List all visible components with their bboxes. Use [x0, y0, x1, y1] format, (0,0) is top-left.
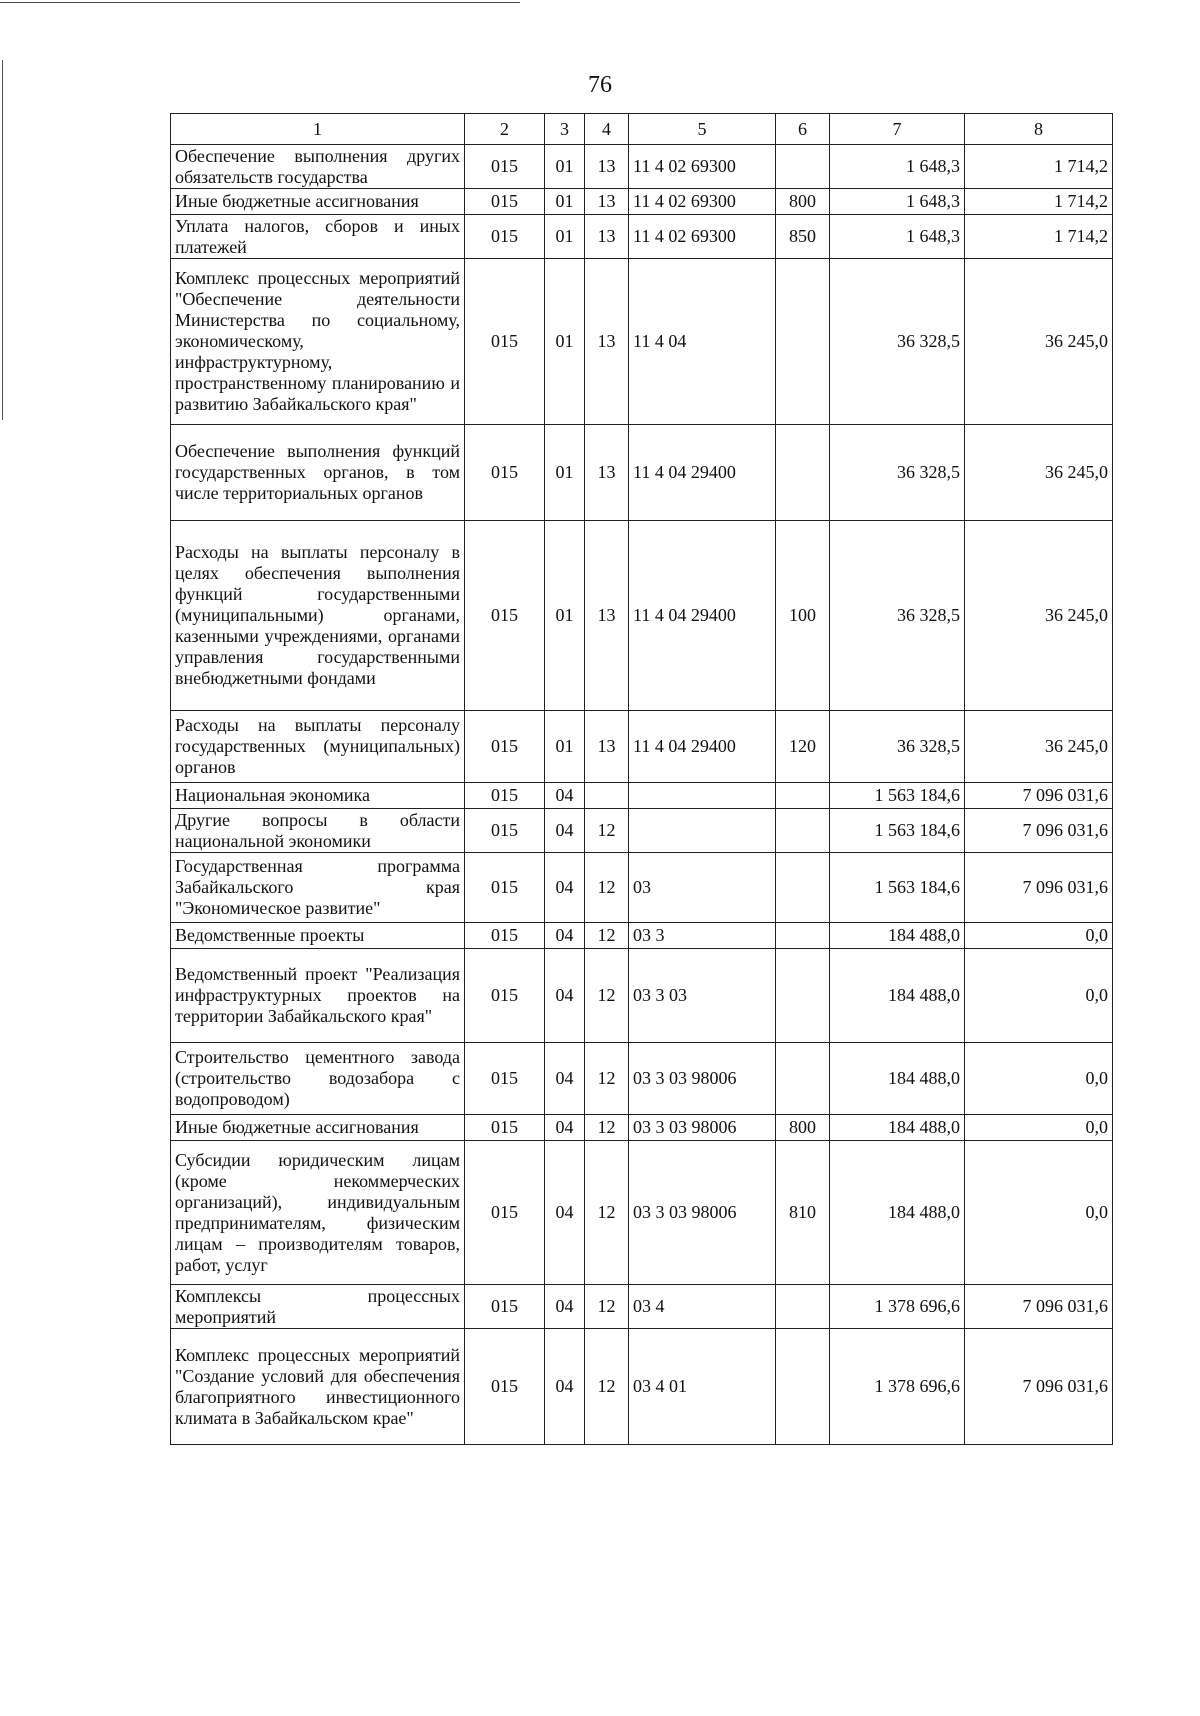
cell-expense-type: 850 — [776, 215, 830, 259]
header-col-8: 8 — [965, 114, 1113, 145]
row-name: Иные бюджетные ассигнования — [171, 189, 465, 215]
cell-target-article: 03 3 03 — [629, 949, 776, 1043]
cell-ministry: 015 — [465, 711, 545, 783]
cell-section: 01 — [545, 215, 585, 259]
cell-amount-year-1: 36 328,5 — [830, 521, 965, 711]
cell-amount-year-2: 0,0 — [965, 1043, 1113, 1115]
cell-amount-year-2: 1 714,2 — [965, 189, 1113, 215]
table-row — [171, 259, 1113, 425]
cell-ministry: 015 — [465, 1115, 545, 1141]
row-name: Комплексы процессных мероприятий — [171, 1285, 465, 1329]
cell-target-article: 03 3 03 98006 — [629, 1043, 776, 1115]
table-row — [171, 145, 1113, 189]
row-name: Иные бюджетные ассигнования — [171, 1115, 465, 1141]
cell-section: 04 — [545, 1329, 585, 1445]
header-col-5: 5 — [629, 114, 776, 145]
header-col-7: 7 — [830, 114, 965, 145]
cell-ministry: 015 — [465, 923, 545, 949]
cell-target-article: 03 3 03 98006 — [629, 1115, 776, 1141]
cell-section: 01 — [545, 425, 585, 521]
cell-amount-year-2: 1 714,2 — [965, 145, 1113, 189]
cell-amount-year-1: 1 378 696,6 — [830, 1329, 965, 1445]
table-row — [171, 711, 1113, 783]
cell-subsection: 13 — [585, 711, 629, 783]
row-name: Расходы на выплаты персоналу государственных (муниципальных) органов — [171, 711, 465, 783]
cell-section: 04 — [545, 809, 585, 853]
cell-target-article: 11 4 02 69300 — [629, 215, 776, 259]
cell-subsection: 12 — [585, 1329, 629, 1445]
cell-ministry: 015 — [465, 1043, 545, 1115]
cell-amount-year-1: 36 328,5 — [830, 259, 965, 425]
cell-amount-year-2: 0,0 — [965, 1115, 1113, 1141]
table-row — [171, 1115, 1113, 1141]
table-row — [171, 1043, 1113, 1115]
table-row — [171, 425, 1113, 521]
cell-subsection: 13 — [585, 215, 629, 259]
cell-amount-year-1: 1 648,3 — [830, 215, 965, 259]
cell-expense-type: 100 — [776, 521, 830, 711]
cell-section: 04 — [545, 1115, 585, 1141]
cell-amount-year-1: 1 563 184,6 — [830, 809, 965, 853]
cell-section: 01 — [545, 521, 585, 711]
cell-ministry: 015 — [465, 809, 545, 853]
top-scan-rule — [0, 2, 520, 3]
cell-expense-type — [776, 1043, 830, 1115]
cell-target-article: 11 4 04 — [629, 259, 776, 425]
cell-expense-type — [776, 783, 830, 809]
cell-target-article: 11 4 04 29400 — [629, 521, 776, 711]
table-header-row — [171, 114, 1113, 145]
cell-section: 01 — [545, 259, 585, 425]
cell-amount-year-2: 7 096 031,6 — [965, 783, 1113, 809]
table-row — [171, 1329, 1113, 1445]
cell-amount-year-1: 184 488,0 — [830, 1141, 965, 1285]
cell-target-article: 11 4 02 69300 — [629, 145, 776, 189]
cell-ministry: 015 — [465, 189, 545, 215]
cell-expense-type — [776, 259, 830, 425]
row-name: Обеспечение выполнения функций государственных органов, в том числе территориальных органов — [171, 425, 465, 521]
cell-subsection: 12 — [585, 809, 629, 853]
header-col-3: 3 — [545, 114, 585, 145]
cell-amount-year-2: 7 096 031,6 — [965, 853, 1113, 923]
cell-amount-year-1: 1 378 696,6 — [830, 1285, 965, 1329]
cell-ministry: 015 — [465, 1285, 545, 1329]
cell-subsection: 12 — [585, 853, 629, 923]
table-row — [171, 215, 1113, 259]
row-name: Ведомственные проекты — [171, 923, 465, 949]
cell-subsection — [585, 783, 629, 809]
cell-subsection: 13 — [585, 259, 629, 425]
row-name: Другие вопросы в области национальной экономики — [171, 809, 465, 853]
table-row — [171, 1141, 1113, 1285]
cell-expense-type: 810 — [776, 1141, 830, 1285]
budget-table — [170, 113, 1113, 1445]
cell-expense-type — [776, 145, 830, 189]
left-scan-margin-line — [2, 60, 3, 420]
cell-expense-type: 800 — [776, 189, 830, 215]
cell-ministry: 015 — [465, 783, 545, 809]
cell-expense-type — [776, 1285, 830, 1329]
cell-amount-year-2: 36 245,0 — [965, 259, 1113, 425]
cell-target-article: 03 — [629, 853, 776, 923]
cell-ministry: 015 — [465, 521, 545, 711]
row-name: Национальная экономика — [171, 783, 465, 809]
cell-expense-type — [776, 923, 830, 949]
page-number: 76 — [588, 72, 612, 98]
cell-section: 04 — [545, 1141, 585, 1285]
cell-subsection: 12 — [585, 1141, 629, 1285]
cell-subsection: 13 — [585, 425, 629, 521]
cell-target-article: 03 4 01 — [629, 1329, 776, 1445]
cell-amount-year-1: 36 328,5 — [830, 711, 965, 783]
cell-ministry: 015 — [465, 949, 545, 1043]
cell-target-article — [629, 783, 776, 809]
cell-section: 01 — [545, 711, 585, 783]
row-name: Ведомственный проект "Реализация инфраструктурных проектов на территории Забайкальского края" — [171, 949, 465, 1043]
row-name: Уплата налогов, сборов и иных платежей — [171, 215, 465, 259]
cell-amount-year-1: 184 488,0 — [830, 1043, 965, 1115]
cell-target-article: 03 3 03 98006 — [629, 1141, 776, 1285]
cell-target-article — [629, 809, 776, 853]
table-row — [171, 1285, 1113, 1329]
table-row — [171, 189, 1113, 215]
cell-expense-type — [776, 809, 830, 853]
cell-amount-year-2: 0,0 — [965, 949, 1113, 1043]
row-name: Обеспечение выполнения других обязательств государства — [171, 145, 465, 189]
cell-amount-year-2: 7 096 031,6 — [965, 809, 1113, 853]
cell-target-article: 11 4 02 69300 — [629, 189, 776, 215]
header-col-1: 1 — [171, 114, 465, 145]
cell-section: 04 — [545, 783, 585, 809]
cell-ministry: 015 — [465, 145, 545, 189]
cell-section: 04 — [545, 1285, 585, 1329]
table-body — [171, 145, 1113, 1445]
cell-expense-type — [776, 425, 830, 521]
cell-ministry: 015 — [465, 1141, 545, 1285]
cell-amount-year-2: 36 245,0 — [965, 711, 1113, 783]
header-col-2: 2 — [465, 114, 545, 145]
cell-ministry: 015 — [465, 853, 545, 923]
cell-subsection: 13 — [585, 521, 629, 711]
cell-amount-year-1: 184 488,0 — [830, 1115, 965, 1141]
cell-target-article: 03 4 — [629, 1285, 776, 1329]
cell-section: 04 — [545, 1043, 585, 1115]
cell-target-article: 11 4 04 29400 — [629, 425, 776, 521]
row-name: Государственная программа Забайкальского края "Экономическое развитие" — [171, 853, 465, 923]
cell-section: 04 — [545, 923, 585, 949]
cell-section: 01 — [545, 145, 585, 189]
cell-amount-year-1: 1 648,3 — [830, 189, 965, 215]
cell-ministry: 015 — [465, 425, 545, 521]
row-name: Комплекс процессных мероприятий "Обеспечение деятельности Министерства по социальному, экономическому, инфраструктурному, пространственному планированию и развитию Забайкальского края" — [171, 259, 465, 425]
cell-subsection: 12 — [585, 1115, 629, 1141]
cell-amount-year-1: 184 488,0 — [830, 949, 965, 1043]
cell-ministry: 015 — [465, 259, 545, 425]
row-name: Расходы на выплаты персоналу в целях обеспечения выполнения функций государственными (муниципальными) органами, казенными учреждениями, органами управления государственными внебюджетными фондами — [171, 521, 465, 711]
cell-amount-year-2: 36 245,0 — [965, 425, 1113, 521]
cell-amount-year-2: 1 714,2 — [965, 215, 1113, 259]
cell-expense-type: 120 — [776, 711, 830, 783]
cell-subsection: 13 — [585, 189, 629, 215]
cell-amount-year-2: 36 245,0 — [965, 521, 1113, 711]
cell-amount-year-1: 1 648,3 — [830, 145, 965, 189]
row-name: Субсидии юридическим лицам (кроме некоммерческих организаций), индивидуальным предпринимателям, физическим лицам – производителям товаров, работ, услуг — [171, 1141, 465, 1285]
cell-amount-year-1: 184 488,0 — [830, 923, 965, 949]
cell-subsection: 12 — [585, 1043, 629, 1115]
cell-section: 01 — [545, 189, 585, 215]
cell-amount-year-2: 0,0 — [965, 923, 1113, 949]
cell-amount-year-1: 1 563 184,6 — [830, 853, 965, 923]
table-row — [171, 783, 1113, 809]
cell-expense-type: 800 — [776, 1115, 830, 1141]
table-row — [171, 853, 1113, 923]
row-name: Комплекс процессных мероприятий "Создание условий для обеспечения благоприятного инвестиционного климата в Забайкальском крае" — [171, 1329, 465, 1445]
table-row — [171, 923, 1113, 949]
table-row — [171, 521, 1113, 711]
table-row — [171, 949, 1113, 1043]
cell-amount-year-2: 7 096 031,6 — [965, 1329, 1113, 1445]
cell-amount-year-2: 0,0 — [965, 1141, 1113, 1285]
cell-subsection: 12 — [585, 949, 629, 1043]
cell-expense-type — [776, 853, 830, 923]
cell-section: 04 — [545, 853, 585, 923]
table-row — [171, 809, 1113, 853]
cell-subsection: 13 — [585, 145, 629, 189]
table-header — [171, 114, 1113, 145]
cell-subsection: 12 — [585, 923, 629, 949]
cell-target-article: 11 4 04 29400 — [629, 711, 776, 783]
cell-subsection: 12 — [585, 1285, 629, 1329]
row-name: Строительство цементного завода (строительство водозабора с водопроводом) — [171, 1043, 465, 1115]
header-col-4: 4 — [585, 114, 629, 145]
cell-ministry: 015 — [465, 215, 545, 259]
cell-amount-year-1: 1 563 184,6 — [830, 783, 965, 809]
cell-section: 04 — [545, 949, 585, 1043]
cell-ministry: 015 — [465, 1329, 545, 1445]
cell-amount-year-1: 36 328,5 — [830, 425, 965, 521]
cell-amount-year-2: 7 096 031,6 — [965, 1285, 1113, 1329]
cell-expense-type — [776, 949, 830, 1043]
cell-target-article: 03 3 — [629, 923, 776, 949]
header-col-6: 6 — [776, 114, 830, 145]
cell-expense-type — [776, 1329, 830, 1445]
